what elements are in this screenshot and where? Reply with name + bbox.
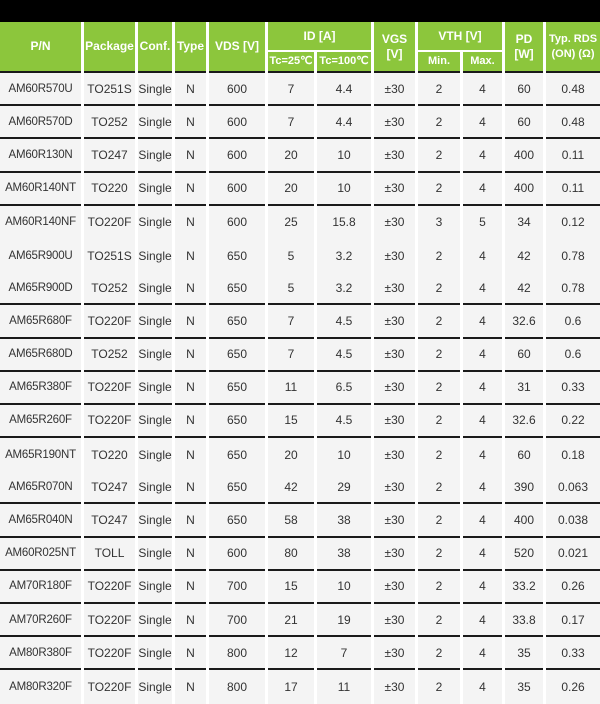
header-id-tc25: Tc=25℃ [268,52,314,73]
cell-type: N [175,305,206,338]
cell-conf: Single [138,571,172,604]
cell-pd: 390 [505,471,543,504]
cell-conf: Single [138,73,172,106]
cell-vgs: ±30 [374,73,415,106]
cell-vth_min: 2 [418,139,460,172]
cell-vth_max: 4 [463,339,502,372]
cell-vds: 600 [209,106,265,139]
cell-id_tc25: 5 [268,272,314,305]
cell-vds: 650 [209,504,265,537]
cell-rds: 0.17 [546,604,600,637]
cell-pd: 35 [505,637,543,670]
header-vth-max: Max. [463,52,502,73]
cell-vds: 600 [209,538,265,571]
cell-vgs: ±30 [374,372,415,405]
cell-vth_max: 4 [463,471,502,504]
cell-id_tc100: 6.5 [317,372,371,405]
cell-id_tc25: 20 [268,139,314,172]
header-package: Package [84,22,135,73]
cell-vth_min: 2 [418,272,460,305]
cell-id_tc100: 10 [317,571,371,604]
cell-pn: AM65R190NT [0,438,81,471]
cell-pd: 33.2 [505,571,543,604]
cell-id_tc25: 15 [268,571,314,604]
cell-vds: 600 [209,73,265,106]
cell-id_tc100: 38 [317,504,371,537]
cell-package: TO247 [84,504,135,537]
cell-id_tc100: 29 [317,471,371,504]
cell-package: TO220F [84,604,135,637]
cell-rds: 0.26 [546,670,600,703]
cell-vgs: ±30 [374,471,415,504]
cell-vgs: ±30 [374,173,415,206]
cell-id_tc25: 5 [268,239,314,272]
cell-conf: Single [138,670,172,703]
cell-package: TO220F [84,637,135,670]
cell-type: N [175,206,206,239]
cell-id_tc100: 10 [317,139,371,172]
cell-conf: Single [138,504,172,537]
cell-vgs: ±30 [374,604,415,637]
cell-id_tc25: 58 [268,504,314,537]
cell-pn: AM80R380F [0,637,81,670]
cell-vgs: ±30 [374,405,415,438]
cell-rds: 0.11 [546,139,600,172]
cell-type: N [175,471,206,504]
cell-type: N [175,637,206,670]
cell-vgs: ±30 [374,206,415,239]
cell-id_tc25: 20 [268,173,314,206]
cell-vth_max: 4 [463,173,502,206]
cell-vth_max: 4 [463,637,502,670]
cell-vth_min: 2 [418,239,460,272]
cell-id_tc25: 11 [268,372,314,405]
cell-id_tc100: 4.4 [317,73,371,106]
cell-rds: 0.11 [546,173,600,206]
cell-id_tc100: 4.4 [317,106,371,139]
cell-pn: AM60R570D [0,106,81,139]
cell-vth_max: 4 [463,272,502,305]
cell-vth_min: 2 [418,538,460,571]
cell-rds: 0.6 [546,339,600,372]
cell-vth_min: 2 [418,339,460,372]
cell-pd: 60 [505,106,543,139]
cell-type: N [175,339,206,372]
cell-id_tc25: 7 [268,305,314,338]
cell-package: TO251S [84,239,135,272]
cell-vgs: ±30 [374,670,415,703]
cell-package: TO220F [84,305,135,338]
cell-pn: AM60R140NT [0,173,81,206]
cell-id_tc100: 3.2 [317,239,371,272]
cell-pd: 35 [505,670,543,703]
cell-package: TO252 [84,106,135,139]
cell-conf: Single [138,173,172,206]
cell-pn: AM60R025NT [0,538,81,571]
cell-vth_max: 4 [463,504,502,537]
cell-pd: 400 [505,504,543,537]
cell-vds: 650 [209,471,265,504]
cell-vth_max: 4 [463,538,502,571]
cell-vth_max: 4 [463,73,502,106]
cell-id_tc100: 15.8 [317,206,371,239]
cell-vds: 600 [209,173,265,206]
cell-vth_max: 4 [463,604,502,637]
cell-id_tc25: 7 [268,73,314,106]
cell-rds: 0.33 [546,372,600,405]
header-conf: Conf. [138,22,172,73]
cell-vth_max: 4 [463,372,502,405]
cell-type: N [175,272,206,305]
cell-id_tc100: 10 [317,173,371,206]
cell-pn: AM70R260F [0,604,81,637]
cell-id_tc100: 10 [317,438,371,471]
table-body [0,73,600,704]
cell-vth_max: 4 [463,405,502,438]
cell-package: TO220F [84,372,135,405]
cell-pn: AM65R040N [0,504,81,537]
header-vth-group: VTH [V] [418,22,502,50]
cell-type: N [175,438,206,471]
cell-vgs: ±30 [374,139,415,172]
cell-rds: 0.33 [546,637,600,670]
cell-id_tc100: 7 [317,637,371,670]
cell-vth_min: 2 [418,73,460,106]
cell-vth_min: 2 [418,471,460,504]
cell-id_tc100: 4.5 [317,305,371,338]
cell-vth_min: 2 [418,571,460,604]
cell-rds: 0.48 [546,73,600,106]
header-vth-min: Min. [418,52,460,73]
cell-vth_max: 4 [463,670,502,703]
cell-package: TO220F [84,206,135,239]
cell-pn: AM70R180F [0,571,81,604]
cell-conf: Single [138,305,172,338]
cell-vgs: ±30 [374,305,415,338]
cell-type: N [175,239,206,272]
cell-pn: AM65R260F [0,405,81,438]
cell-vds: 600 [209,206,265,239]
cell-vth_min: 2 [418,438,460,471]
cell-package: TOLL [84,538,135,571]
cell-rds: 0.063 [546,471,600,504]
cell-package: TO247 [84,139,135,172]
cell-id_tc25: 12 [268,637,314,670]
cell-id_tc25: 15 [268,405,314,438]
cell-vds: 600 [209,139,265,172]
cell-vth_max: 5 [463,206,502,239]
header-id-tc100: Tc=100℃ [317,52,371,73]
cell-pd: 31 [505,372,543,405]
cell-vth_min: 2 [418,372,460,405]
cell-package: TO252 [84,339,135,372]
cell-pd: 34 [505,206,543,239]
cell-package: TO220F [84,405,135,438]
cell-vgs: ±30 [374,438,415,471]
cell-package: TO252 [84,272,135,305]
cell-conf: Single [138,206,172,239]
cell-rds: 0.78 [546,272,600,305]
cell-conf: Single [138,438,172,471]
cell-vth_min: 2 [418,173,460,206]
header-vgs: VGS [V] [374,22,415,73]
cell-type: N [175,73,206,106]
cell-id_tc25: 21 [268,604,314,637]
cell-vgs: ±30 [374,339,415,372]
cell-vth_min: 2 [418,670,460,703]
cell-vgs: ±30 [374,571,415,604]
cell-rds: 0.26 [546,571,600,604]
cell-pd: 42 [505,239,543,272]
cell-pd: 32.6 [505,305,543,338]
cell-type: N [175,571,206,604]
cell-package: TO220F [84,670,135,703]
cell-pd: 400 [505,139,543,172]
cell-vth_max: 4 [463,239,502,272]
header-pn: P/N [0,22,81,73]
cell-vth_min: 2 [418,106,460,139]
cell-package: TO220 [84,438,135,471]
cell-conf: Single [138,604,172,637]
cell-id_tc100: 3.2 [317,272,371,305]
cell-pn: AM60R130N [0,139,81,172]
cell-type: N [175,405,206,438]
cell-type: N [175,604,206,637]
cell-id_tc25: 20 [268,438,314,471]
cell-vth_min: 2 [418,405,460,438]
cell-pn: AM60R570U [0,73,81,106]
cell-pn: AM65R900D [0,272,81,305]
cell-rds: 0.48 [546,106,600,139]
cell-vds: 650 [209,239,265,272]
cell-package: TO220F [84,571,135,604]
cell-vgs: ±30 [374,272,415,305]
cell-pn: AM80R320F [0,670,81,703]
cell-id_tc25: 42 [268,471,314,504]
cell-vgs: ±30 [374,637,415,670]
cell-vgs: ±30 [374,538,415,571]
cell-id_tc25: 7 [268,106,314,139]
cell-id_tc25: 7 [268,339,314,372]
cell-vds: 650 [209,339,265,372]
cell-pn: AM65R070N [0,471,81,504]
cell-vds: 650 [209,305,265,338]
cell-vds: 650 [209,438,265,471]
cell-conf: Single [138,106,172,139]
cell-vgs: ±30 [374,239,415,272]
cell-pd: 60 [505,339,543,372]
cell-conf: Single [138,405,172,438]
header-type: Type [175,22,206,73]
header-id-group: ID [A] [268,22,371,50]
cell-conf: Single [138,272,172,305]
cell-type: N [175,504,206,537]
cell-vds: 650 [209,272,265,305]
cell-rds: 0.021 [546,538,600,571]
cell-conf: Single [138,471,172,504]
cell-id_tc25: 17 [268,670,314,703]
cell-type: N [175,670,206,703]
cell-pd: 520 [505,538,543,571]
cell-pn: AM65R900U [0,239,81,272]
cell-pn: AM60R140NF [0,206,81,239]
cell-vgs: ±30 [374,106,415,139]
cell-pd: 60 [505,438,543,471]
cell-conf: Single [138,372,172,405]
cell-id_tc100: 11 [317,670,371,703]
cell-pd: 60 [505,73,543,106]
cell-id_tc25: 80 [268,538,314,571]
cell-rds: 0.6 [546,305,600,338]
cell-rds: 0.22 [546,405,600,438]
top-black-bar [0,0,600,22]
cell-rds: 0.18 [546,438,600,471]
cell-vth_max: 4 [463,106,502,139]
header-rds-line1: Typ. RDS [548,33,598,46]
cell-conf: Single [138,637,172,670]
cell-vth_min: 3 [418,206,460,239]
cell-type: N [175,538,206,571]
cell-pd: 32.6 [505,405,543,438]
cell-package: TO251S [84,73,135,106]
cell-vds: 700 [209,571,265,604]
cell-pn: AM65R680D [0,339,81,372]
cell-type: N [175,106,206,139]
header-rds-line2: (ON) (Ω) [551,47,595,60]
cell-vth_max: 4 [463,305,502,338]
cell-vth_min: 2 [418,637,460,670]
cell-pn: AM65R380F [0,372,81,405]
header-pd: PD [W] [505,22,543,73]
cell-conf: Single [138,239,172,272]
cell-pd: 42 [505,272,543,305]
cell-conf: Single [138,139,172,172]
cell-type: N [175,139,206,172]
header-vds: VDS [V] [209,22,265,73]
cell-vds: 800 [209,637,265,670]
cell-id_tc25: 25 [268,206,314,239]
cell-rds: 0.038 [546,504,600,537]
cell-vth_min: 2 [418,305,460,338]
cell-rds: 0.12 [546,206,600,239]
cell-vds: 700 [209,604,265,637]
cell-type: N [175,173,206,206]
cell-vgs: ±30 [374,504,415,537]
cell-vth_min: 2 [418,604,460,637]
cell-vds: 650 [209,405,265,438]
cell-vth_max: 4 [463,438,502,471]
cell-conf: Single [138,538,172,571]
cell-id_tc100: 38 [317,538,371,571]
cell-pn: AM65R680F [0,305,81,338]
cell-type: N [175,372,206,405]
cell-pd: 400 [505,173,543,206]
cell-vth_min: 2 [418,504,460,537]
table-header [0,22,600,73]
cell-id_tc100: 4.5 [317,339,371,372]
cell-conf: Single [138,339,172,372]
cell-pd: 33.8 [505,604,543,637]
cell-package: TO220 [84,173,135,206]
cell-id_tc100: 4.5 [317,405,371,438]
cell-vth_max: 4 [463,571,502,604]
cell-package: TO247 [84,471,135,504]
cell-vth_max: 4 [463,139,502,172]
cell-vds: 650 [209,372,265,405]
header-rds [546,22,600,73]
cell-id_tc100: 19 [317,604,371,637]
cell-rds: 0.78 [546,239,600,272]
cell-vds: 800 [209,670,265,703]
